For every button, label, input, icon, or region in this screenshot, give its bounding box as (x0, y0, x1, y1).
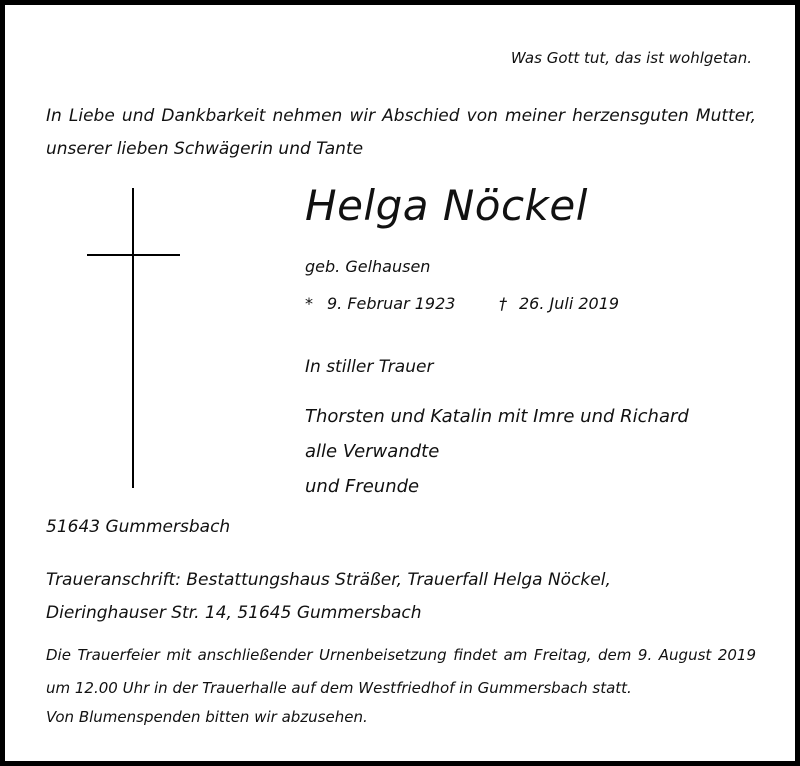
intro-text: In Liebe und Dankbarkeit nehmen wir Abschied von meiner herzensguten Mutter, unserer lieben Schwägerin und Tante (46, 106, 756, 159)
ceremony-text: Die Trauerfeier mit anschließender Urnenbeisetzung findet am Freitag, dem 9. August 2019 um 12.00 Uhr in der Trauerhalle auf dem Westfriedhof in Gummersbach statt. (46, 646, 756, 697)
mourners-list (305, 399, 689, 504)
cross-icon (132, 188, 134, 488)
mourning-label: In stiller Trauer (305, 357, 434, 377)
death-date: 26. Juli 2019 (519, 294, 620, 313)
motto: Was Gott tut, das ist wohlgetan. (510, 49, 752, 67)
mourner-line: alle Verwandte (305, 441, 440, 462)
mourner-line: Thorsten und Katalin mit Imre und Richard (305, 406, 689, 427)
address-line: Traueranschrift: Bestattungshaus Sträßer, Trauerfall Helga Nöckel, (46, 570, 611, 590)
flowers-note: Von Blumenspenden bitten wir abzusehen. (46, 708, 368, 726)
address-line: Dieringhauser Str. 14, 51645 Gummersbach (46, 603, 422, 623)
city: 51643 Gummersbach (46, 517, 231, 537)
mourner-line: und Freunde (305, 476, 420, 497)
cross-icon-bar (87, 254, 180, 256)
birth-date: 9. Februar 1923 (327, 294, 456, 313)
birth-name: geb. Gelhausen (305, 257, 431, 276)
deceased-name: Helga Nöckel (305, 181, 588, 230)
mourning-address (46, 564, 611, 630)
birth-symbol: * (305, 294, 313, 313)
death-symbol: † (499, 294, 507, 313)
life-dates (305, 294, 619, 313)
